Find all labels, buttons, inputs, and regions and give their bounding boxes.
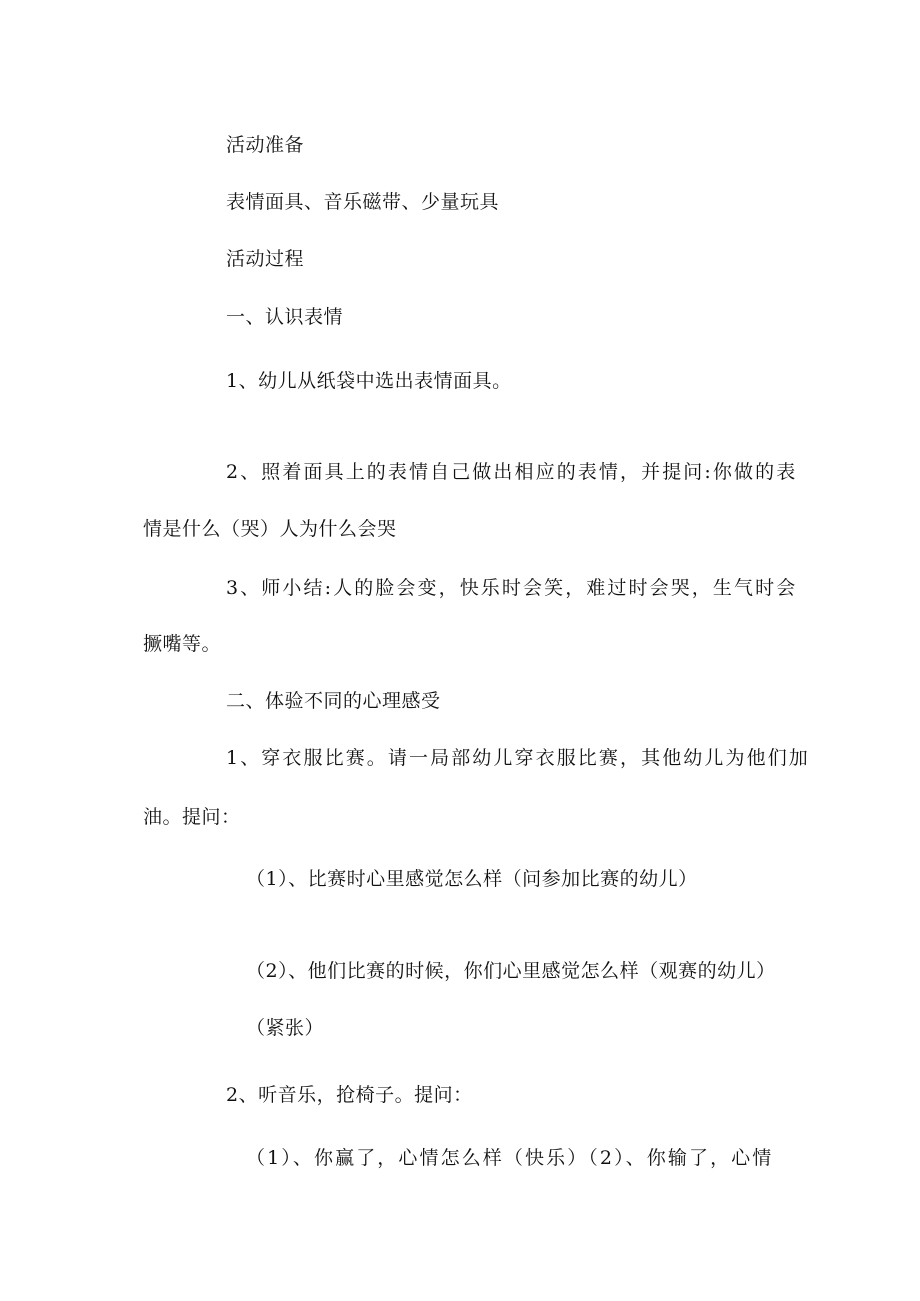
step-2-2: 2、听音乐，抢椅子。提问：	[226, 1084, 473, 1106]
step-1-2-line-1: 2、照着面具上的表情自己做出相应的表情，并提问:你做的表	[226, 461, 798, 483]
section-heading-1: 一、认识表情	[226, 306, 344, 328]
step-2-1-line-1: 1、穿衣服比赛。请一局部幼儿穿衣服比赛，其他幼儿为他们加	[226, 747, 810, 769]
preparation-materials: 表情面具、音乐磁带、少量玩具	[226, 191, 500, 213]
step-1-3-line-2: 撅嘴等。	[143, 633, 222, 655]
question-2-1-1: （1）、比赛时心里感觉怎么样（问参加比赛的幼儿）	[246, 868, 698, 890]
question-2-1-2-line-1: （2）、他们比赛的时候，你们心里感觉怎么样（观赛的幼儿）	[246, 960, 776, 982]
step-1-1: 1、幼儿从纸袋中选出表情面具。	[226, 370, 512, 392]
heading-activity-process: 活动过程	[226, 248, 305, 270]
question-2-2: （1）、你赢了，心情怎么样（快乐）（2）、你输了，心情	[246, 1147, 774, 1169]
step-1-3-line-1: 3、师小结:人的脸会变，快乐时会笑，难过时会哭，生气时会	[226, 577, 798, 599]
step-2-1-line-2: 油。提问：	[143, 806, 241, 828]
step-1-2-line-2: 情是什么（哭）人为什么会哭	[143, 518, 397, 540]
section-heading-2: 二、体验不同的心理感受	[226, 690, 441, 712]
question-2-1-2-line-2: （紧张）	[246, 1017, 325, 1039]
heading-activity-preparation: 活动准备	[226, 134, 305, 156]
